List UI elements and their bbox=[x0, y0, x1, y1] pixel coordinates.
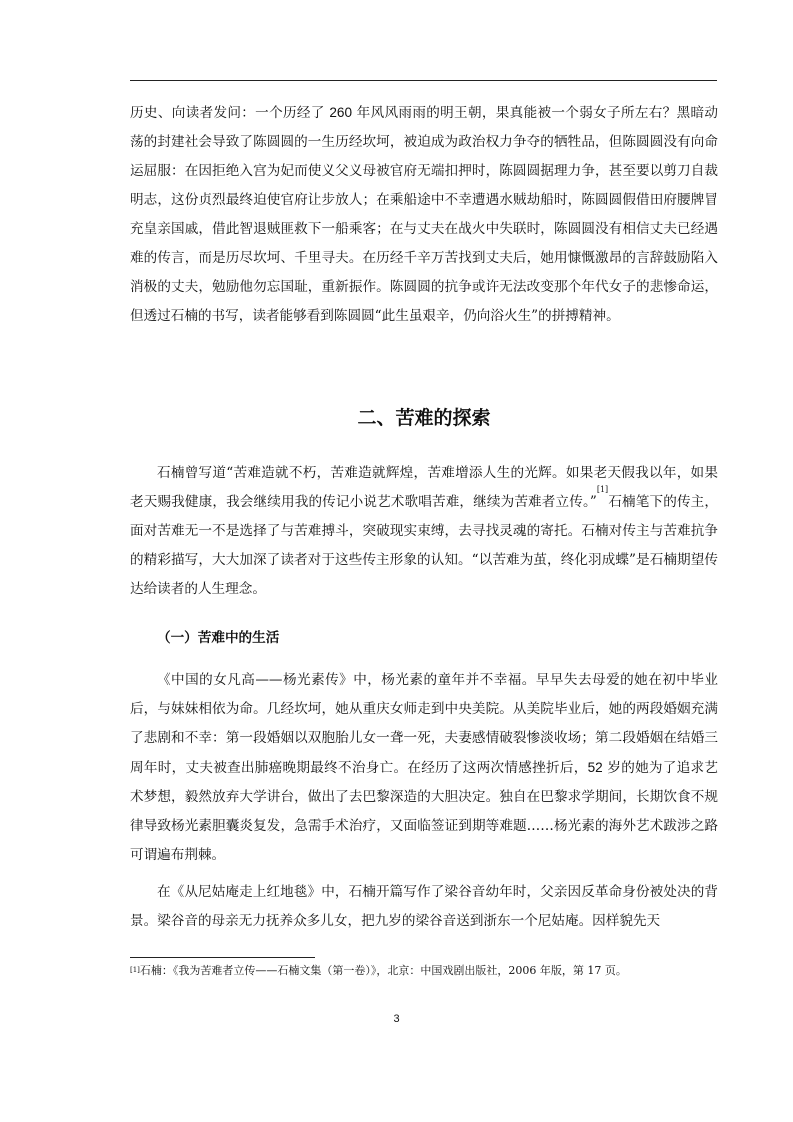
body-paragraph-3 bbox=[130, 666, 718, 870]
paragraph-text: 岁的她为了追求艺术梦想，毅然放弃大学讲台，做出了去巴黎深造的大胆决定。独自在巴黎求学期间，长期饮食不规律导致杨光素胆囊炎复发，急需手术治疗，又面临签证到期等难题……杨光素的海外艺术跋涉之路可谓遍布荆棘。 bbox=[130, 760, 718, 863]
paragraph-number: 260 bbox=[329, 105, 353, 120]
paragraph-text: 石楠曾写道“苦难造就不朽，苦难造就辉煌，苦难增添人生的光辉。如果老天假我以年，如果老天赐我健康，我会继续用我的传记小说艺术歌唱苦难，继续为苦难者立传。” bbox=[130, 465, 718, 510]
body-paragraph-1 bbox=[130, 98, 718, 331]
section-heading: 二、苦难的探索 bbox=[357, 407, 491, 429]
footnote bbox=[130, 962, 718, 980]
footnote-text: 石楠：《我为苦难者立传——石楠文集（第一卷）》，北京：中国戏剧出版社，2006 年版，第 17 页。 bbox=[139, 964, 627, 977]
paragraph-text: 《中国的女凡高——杨光素传》中，杨光素的童年并不幸福。早早失去母爱的她在初中毕业后，与妹妹相依为命。几经坎坷，她从重庆女师走到中央美院。从美院毕业后，她的两段婚姻充满了悲剧和不幸：第一段婚姻以双胞胎儿女一聋一死，夫妻感情破裂惨淡收场；第二段婚姻在结婚三周年时，丈夫被查出肺癌晚期最终不治身亡。在经历了这两次情感挫折后， bbox=[130, 672, 718, 776]
footnote-marker: [1] bbox=[130, 966, 140, 974]
header-rule bbox=[130, 80, 717, 81]
subsection-heading: （一）苦难中的生活 bbox=[157, 630, 280, 646]
footnote-rule bbox=[130, 957, 315, 958]
paragraph-text: 石楠笔下的传主，面对苦难无一不是选择了与苦难搏斗，突破现实束缚，去寻找灵魂的寄托。石楠对传主与苦难抗争的精彩描写，大大加深了读者对于这些传主形象的认知。“以苦难为茧，终化羽成蝶”是石楠期望传达给读者的人生理念。 bbox=[130, 494, 718, 597]
page-number: 3 bbox=[393, 1013, 400, 1025]
paragraph-number: 52 bbox=[587, 760, 603, 775]
footnote-reference[interactable]: [1] bbox=[596, 485, 609, 494]
body-paragraph-4: 在《从尼姑庵走上红地毯》中，石楠开篇写作了梁谷音幼年时，父亲因反革命身份被处决的背景。梁谷音的母亲无力抚养众多儿女，把九岁的梁谷音送到浙东一个尼姑庵。因样貌先天 bbox=[130, 884, 718, 929]
paragraph-text: 历史、向读者发问：一个历经了 bbox=[130, 105, 330, 121]
body-paragraph-2 bbox=[130, 459, 718, 604]
paragraph-text: 年风风雨雨的明王朝，果真能被一个弱女子所左右？黑暗动荡的封建社会导致了陈圆圆的一生历经坎坷，被迫成为政治权力争夺的牺牲品，但陈圆圆没有向命运屈服：在因拒绝入宫为妃而使义父义母被官府无端扣押时，陈圆圆据理力争，甚至要以剪刀自裁明志，这份贞烈最终迫使官府让步放人；在乘船途中不幸遭遇水贼劫船时，陈圆圆假借田府腰牌冒充皇亲国戚，借此智退贼匪救下一船乘客；在与丈夫在战火中失联时，陈圆圆没有相信丈夫已经遇难的传言，而是历尽坎坷、千里寻夫。在历经千辛万苦找到丈夫后，她用慷慨激昂的言辞鼓励陷入消极的丈夫，勉励他勿忘国耻，重新振作。陈圆圆的抗争或许无法改变那个年代女子的悲惨命运，但透过石楠的书写，读者能够看到陈圆圆“此生虽艰辛，仍向浴火生”的拼搏精神。 bbox=[130, 105, 718, 324]
